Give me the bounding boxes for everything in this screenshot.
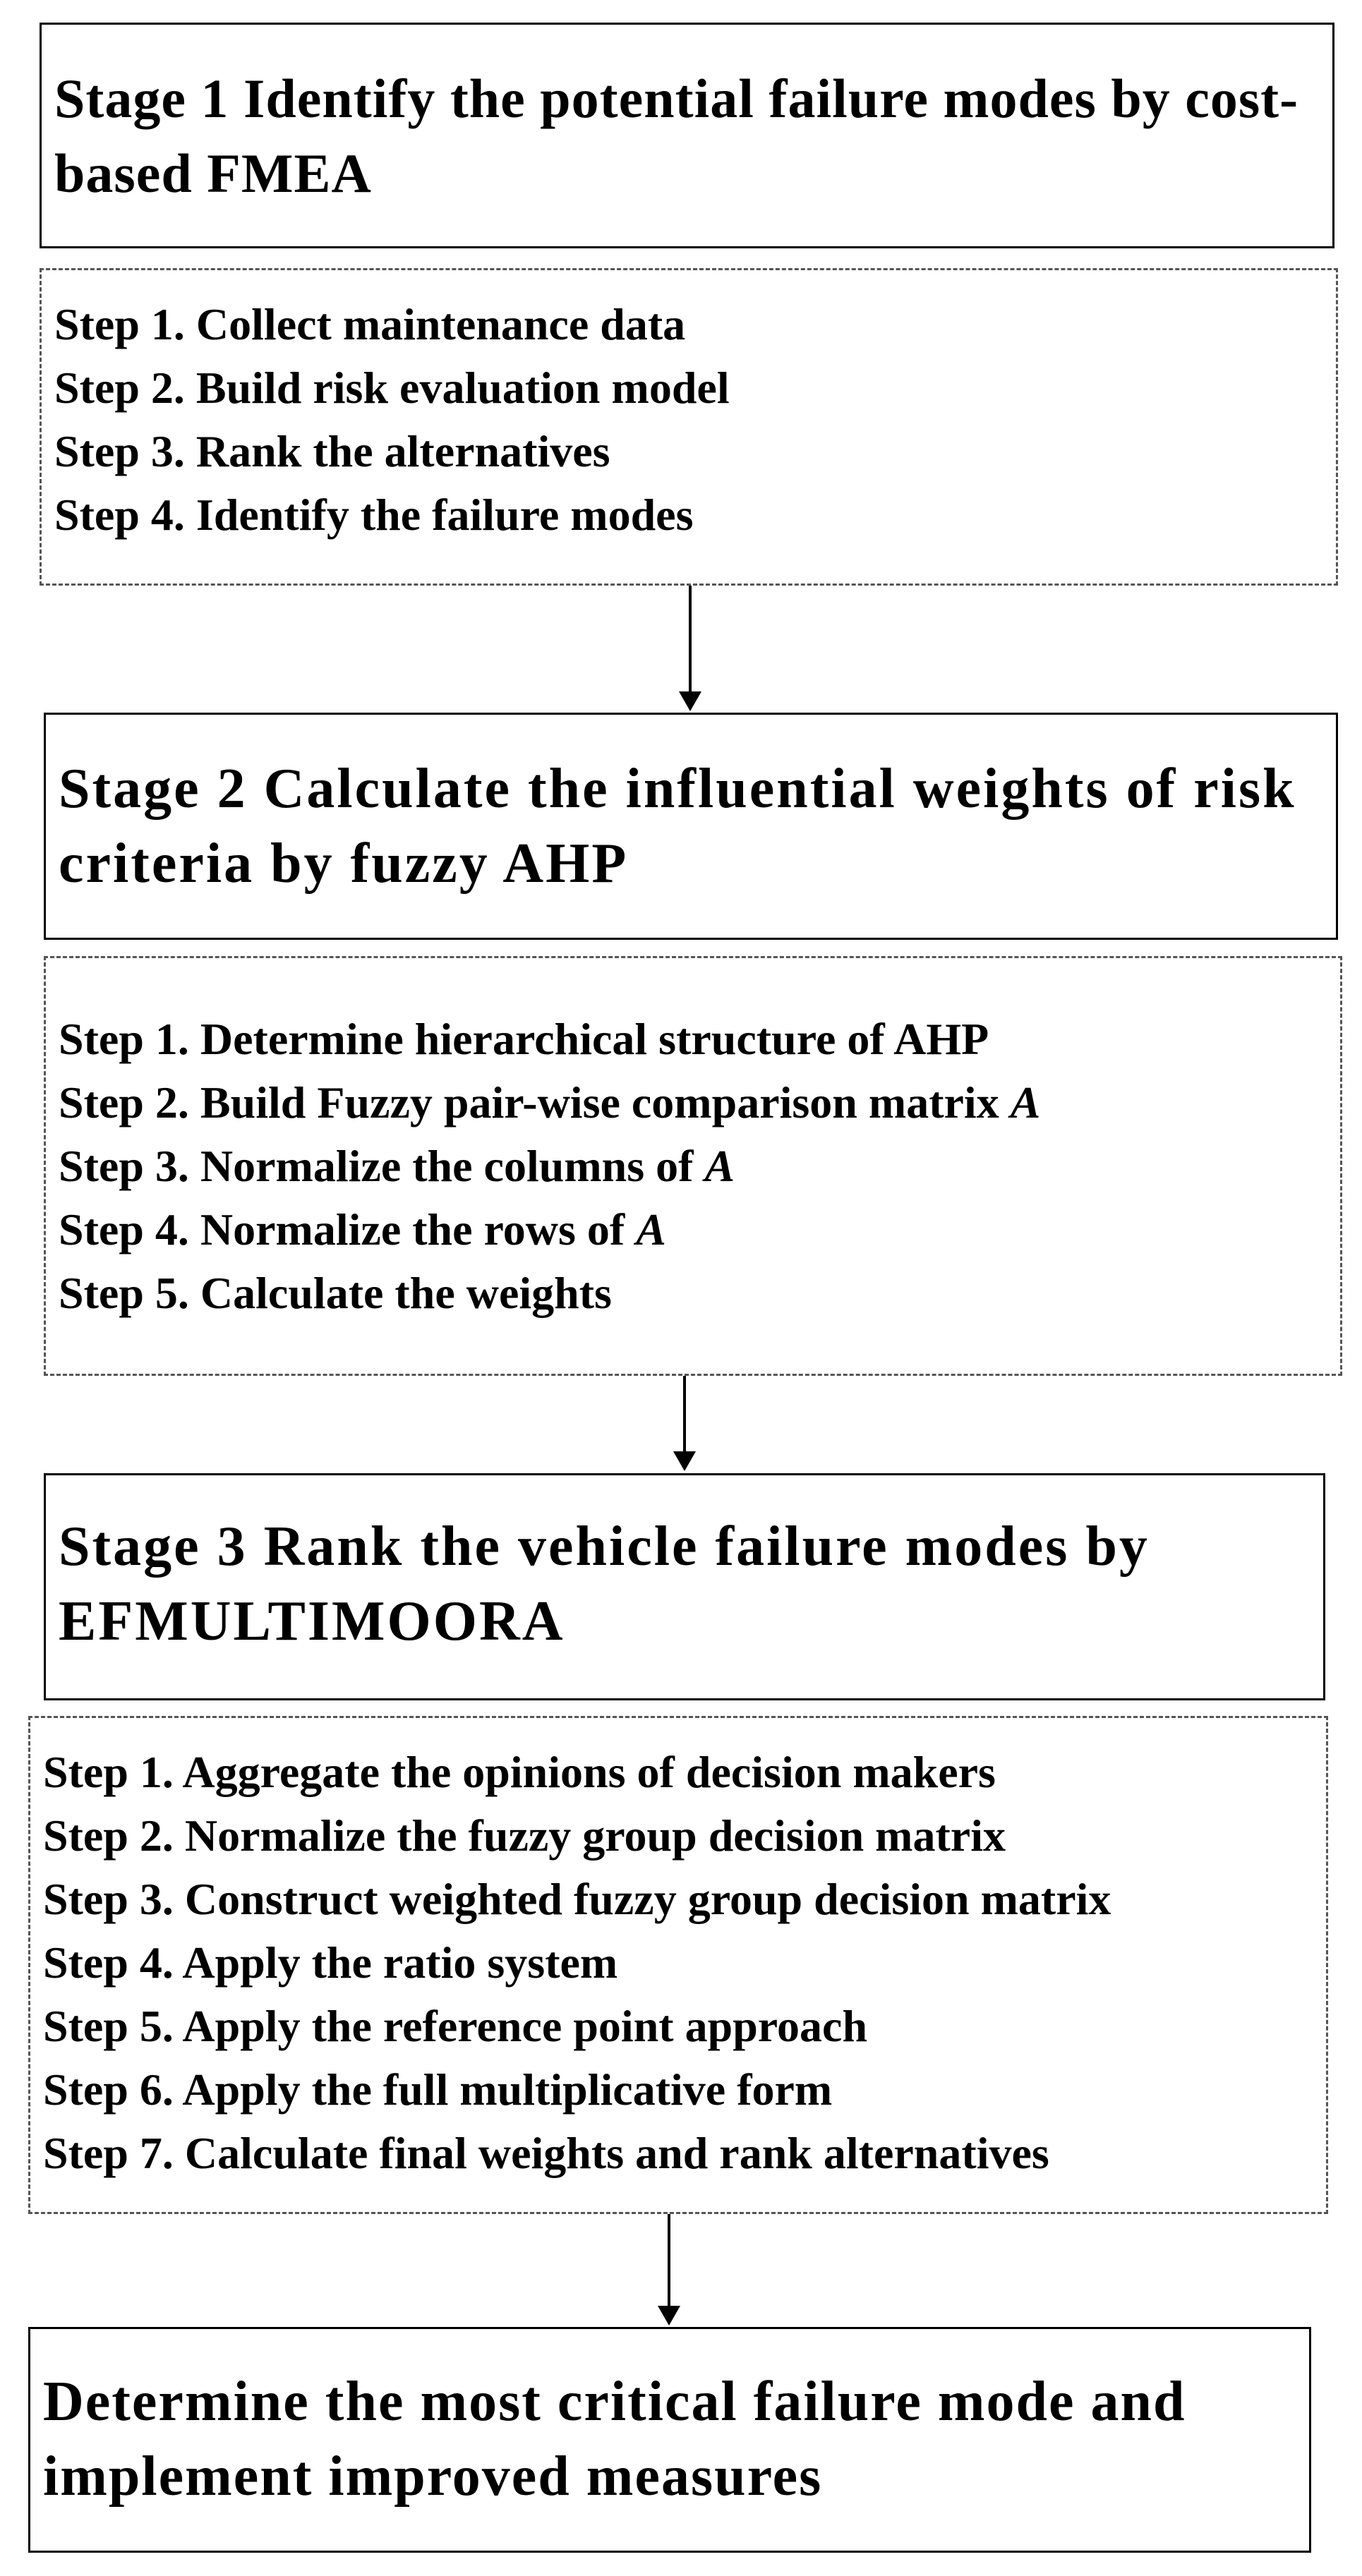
step-label: Step 4. Identify the failure modes (54, 490, 694, 540)
step-item (59, 1008, 1340, 1071)
stage-1-steps-box (40, 268, 1338, 586)
stage-1-step-list (54, 293, 1336, 547)
stage-1-title: Stage 1 Identify the potential failure modes by cost-based FMEA (54, 68, 1299, 204)
step-label: Step 2. Build Fuzzy pair-wise comparison matrix (59, 1077, 1011, 1127)
step-item (54, 293, 1336, 356)
final-box (28, 2327, 1311, 2553)
step-item (59, 1071, 1340, 1135)
step-label: Step 2. Normalize the fuzzy group decision matrix (43, 1810, 1006, 1861)
step-item (59, 1135, 1340, 1198)
step-label: Step 2. Build risk evaluation model (54, 363, 730, 413)
stage-2-box (44, 713, 1338, 940)
step-label: Step 1. Collect maintenance data (54, 299, 686, 349)
step-item (54, 420, 1336, 483)
step-label: Step 5. Calculate the weights (59, 1268, 612, 1318)
step-item (54, 356, 1336, 420)
step-label: Step 3. Rank the alternatives (54, 426, 610, 476)
stage-1-box (40, 23, 1334, 248)
step-label: Step 3. Construct weighted fuzzy group decision matrix (43, 1874, 1111, 1924)
step-label: Step 3. Normalize the columns of (59, 1141, 705, 1191)
stage-3-box (44, 1473, 1325, 1700)
final-title: Determine the most critical failure mode and implement improved measures (43, 2371, 1186, 2508)
step-label: Step 7. Calculate final weights and rank alternatives (43, 2128, 1049, 2178)
step-item (59, 1198, 1340, 1262)
step-label: Step 4. Normalize the rows of (59, 1204, 637, 1254)
stage-3-title: Stage 3 Rank the vehicle failure modes by EFMULTIMOORA (59, 1516, 1150, 1652)
step-item (43, 1995, 1326, 2058)
step-item (43, 1931, 1326, 1995)
matrix-symbol: A (1010, 1077, 1041, 1127)
step-item (54, 483, 1336, 547)
step-label: Step 1. Aggregate the opinions of decision makers (43, 1747, 996, 1797)
step-label: Step 4. Apply the ratio system (43, 1937, 618, 1988)
stage-3-steps-box (28, 1716, 1328, 2214)
step-item (43, 1741, 1326, 1804)
step-item (59, 1262, 1340, 1325)
step-label: Step 6. Apply the full multiplicative form (43, 2064, 833, 2115)
stage-2-steps-box (44, 956, 1342, 1376)
stage-3-step-list (43, 1741, 1326, 2185)
step-item (43, 1868, 1326, 1931)
matrix-symbol: A (704, 1141, 735, 1191)
stage-2-step-list (59, 1008, 1340, 1325)
stage-2-title: Stage 2 Calculate the influential weights of risk criteria by fuzzy AHP (59, 758, 1296, 895)
arrow-down-icon (670, 1376, 699, 1471)
step-label: Step 5. Apply the reference point approach (43, 2001, 868, 2051)
arrow-down-icon (676, 586, 704, 711)
arrow-down-icon (655, 2214, 683, 2326)
step-item (43, 2122, 1326, 2185)
step-label: Step 1. Determine hierarchical structure of AHP (59, 1014, 989, 1064)
matrix-symbol: A (636, 1204, 666, 1254)
step-item (43, 1804, 1326, 1868)
step-item (43, 2058, 1326, 2122)
